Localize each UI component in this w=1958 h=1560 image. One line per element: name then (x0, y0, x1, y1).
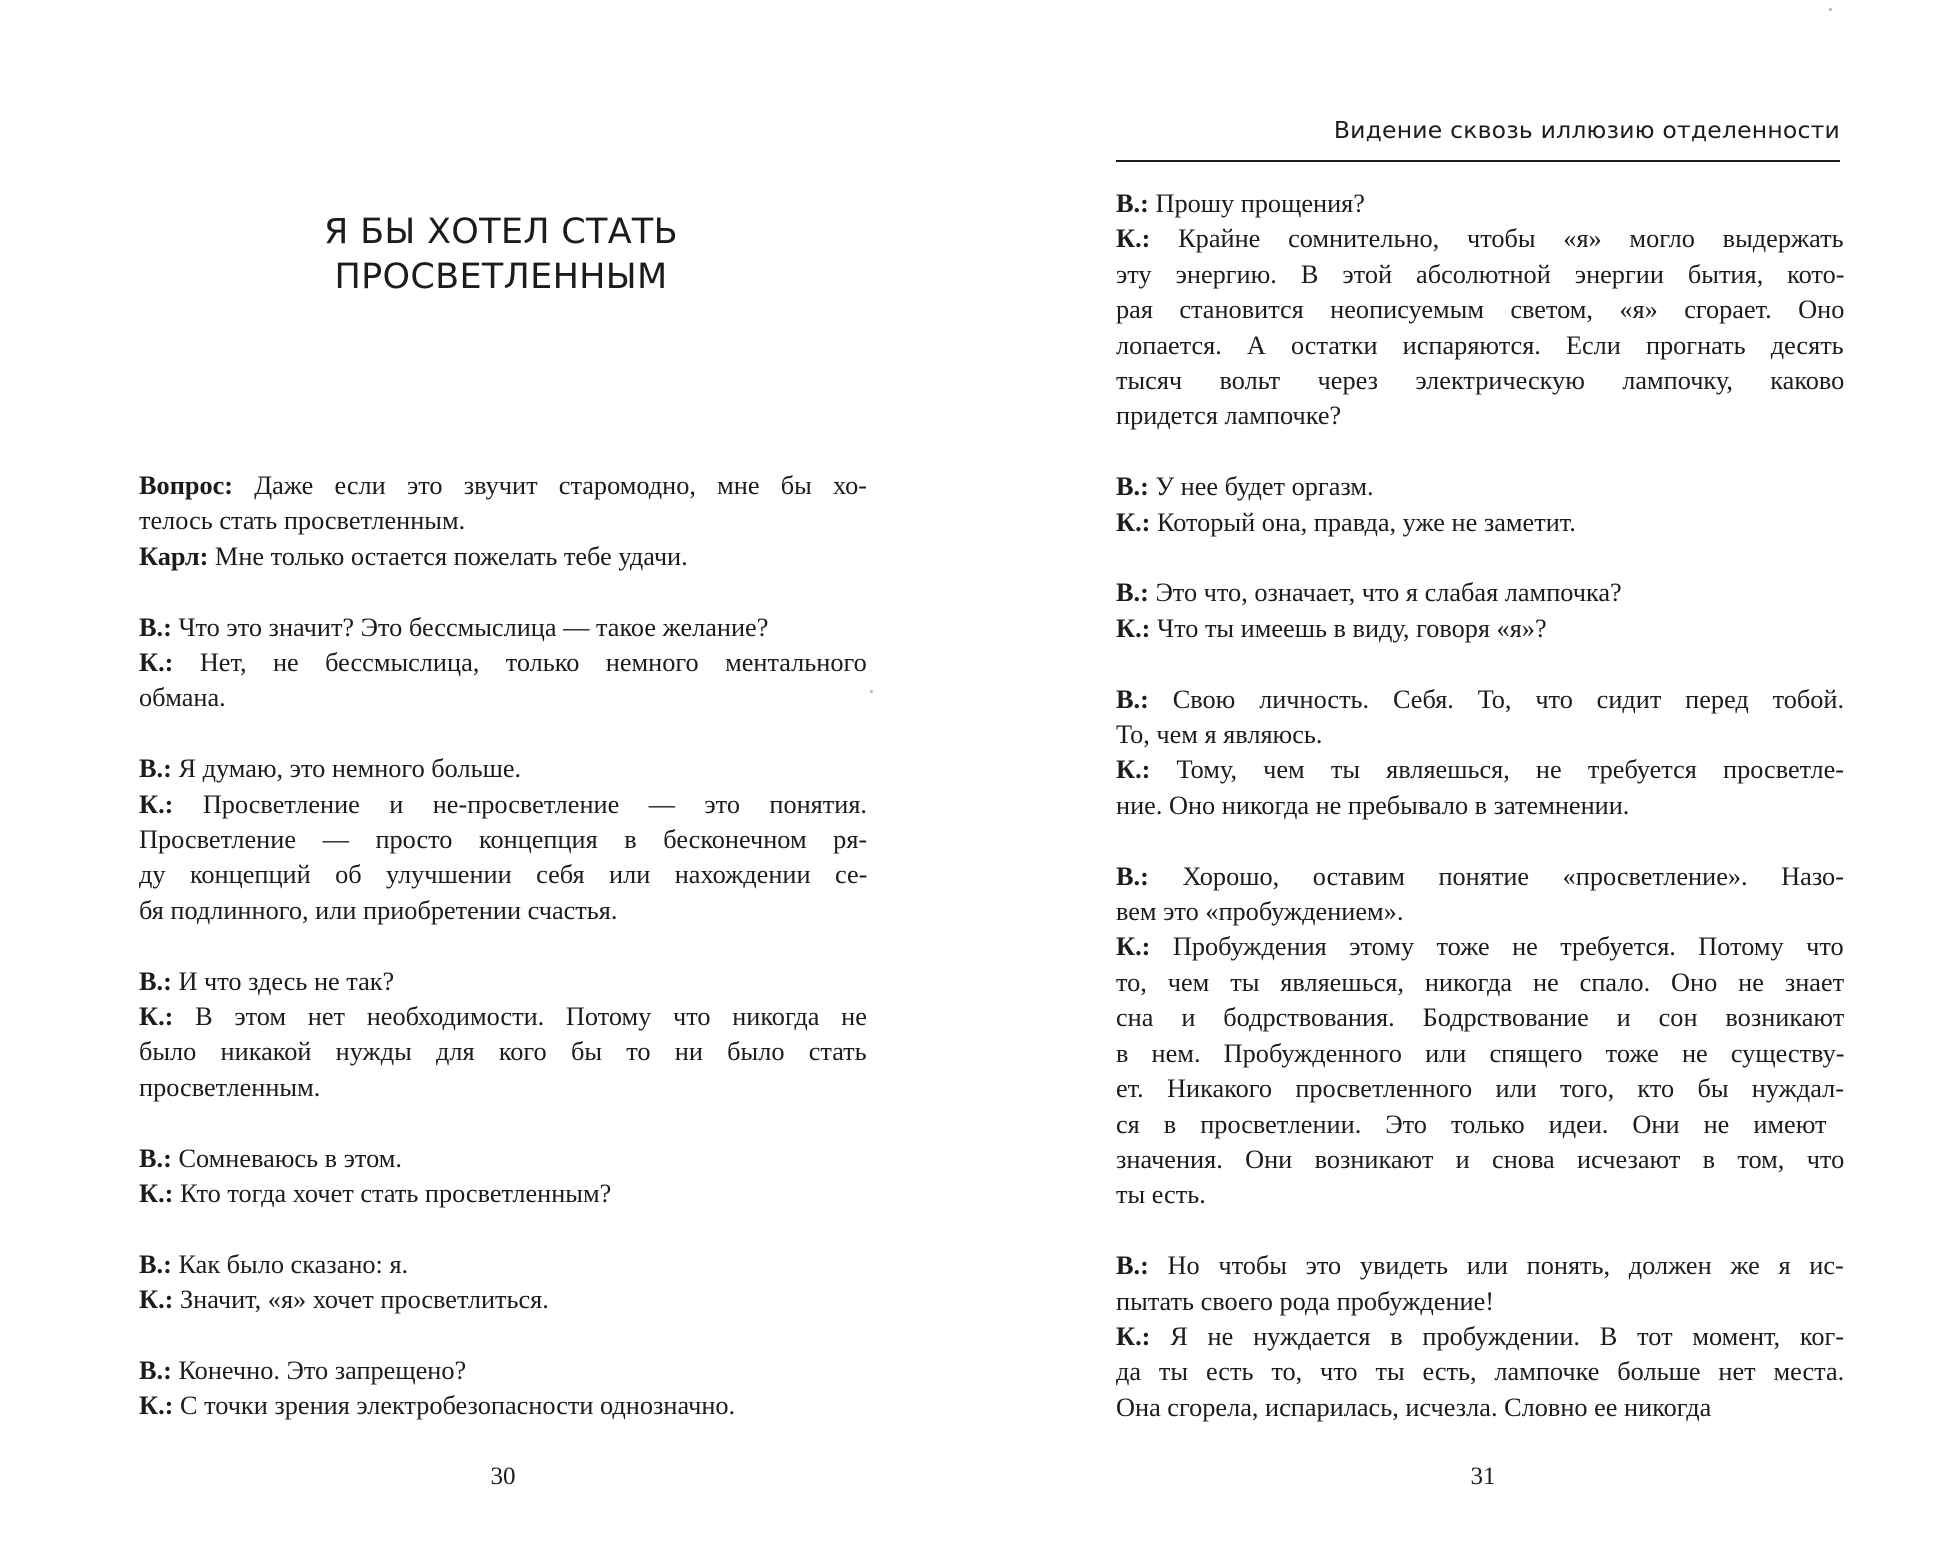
speaker-label: В.: (139, 1356, 172, 1386)
chapter-title-line-1: Я БЫ ХОТЕЛ СТАТЬ (324, 212, 678, 252)
line-text: обмана. (139, 683, 226, 713)
line-text: Как было сказано: я. (171, 1249, 409, 1279)
header-rule (1116, 160, 1840, 162)
dialogue-exchange (139, 1353, 867, 1424)
speaker-label: В.: (139, 966, 172, 996)
line-text: Хорошо, оставим понятие «просветление». Назо- (1148, 861, 1844, 891)
speaker-label: В.: (139, 1249, 172, 1279)
text-line (1116, 1248, 1844, 1283)
line-text: В этом нет необходимости. Потому что никогда не (173, 1002, 867, 1032)
text-line (1116, 1177, 1844, 1212)
line-text: эту энергию. В этой абсолютной энергии бытия, кото- (1116, 259, 1845, 289)
text-line (139, 1141, 867, 1176)
line-text: ты есть. (1116, 1180, 1206, 1210)
text-line (1116, 894, 1844, 929)
dialogue-exchange (1116, 469, 1844, 540)
text-line (1116, 965, 1844, 1000)
speaker-label: К.: (139, 789, 174, 819)
text-line (1116, 788, 1844, 823)
speaker-label: К.: (1116, 507, 1151, 537)
text-line (1116, 575, 1844, 610)
text-line (1116, 292, 1844, 327)
right-page-body (1116, 186, 1844, 1461)
line-text: Конечно. Это запрещено? (171, 1356, 467, 1386)
text-line (139, 539, 867, 574)
line-text: пытать своего рода пробуждение! (1116, 1286, 1495, 1316)
paper-speck (1829, 8, 1832, 11)
line-text: рая становится неописуемым светом, «я» сгорает. Оно (1116, 295, 1845, 325)
text-line (1116, 505, 1844, 540)
text-line (1116, 257, 1844, 292)
dialogue-exchange (139, 751, 867, 928)
dialogue-exchange (139, 1247, 867, 1318)
line-text: Значит, «я» хочет просветлиться. (173, 1285, 549, 1315)
speaker-label: К.: (1116, 613, 1151, 643)
dialogue-exchange (139, 964, 867, 1106)
text-line (1116, 1107, 1844, 1142)
page-number-right: 31 (1470, 1463, 1496, 1490)
speaker-label: К.: (139, 1391, 174, 1421)
text-line (1116, 717, 1844, 752)
text-line (1116, 929, 1844, 964)
line-text: Я думаю, это немного больше. (171, 754, 522, 784)
speaker-label: К.: (139, 1179, 174, 1209)
line-text: С точки зрения электробезопасности однозначно. (173, 1391, 736, 1421)
line-text: Но чтобы это увидеть или понять, должен же я ис- (1148, 1251, 1844, 1281)
speaker-label: К.: (1116, 224, 1151, 254)
speaker-label: К.: (1116, 1321, 1151, 1351)
speaker-label: В.: (1116, 472, 1149, 502)
line-text: было никакой нужды для кого бы то ни было стать (139, 1037, 867, 1067)
text-line (139, 893, 867, 928)
dialogue-exchange (139, 468, 867, 574)
line-text: лопается. А остатки испаряются. Если прогнать десять (1116, 330, 1844, 360)
line-text: Сомневаюсь в этом. (171, 1143, 402, 1173)
text-line (139, 1353, 867, 1388)
line-text: Нет, не бессмыслица, только немного ментального (173, 648, 867, 678)
speaker-label: В.: (139, 754, 172, 784)
text-line (1116, 469, 1844, 504)
line-text: телось стать просветленным. (139, 506, 466, 536)
line-text: Просветление и не-просветление — это понятия. (173, 789, 868, 819)
line-text: вем это «пробуждением». (1116, 897, 1404, 927)
text-line (139, 645, 867, 680)
line-text: Я не нуждается в пробуждении. В тот момент, ког- (1150, 1321, 1845, 1351)
line-text: Пробуждения этому тоже не требуется. Потому что (1150, 932, 1844, 962)
text-line (1116, 611, 1844, 646)
text-line (1116, 328, 1844, 363)
line-text: просветленным. (139, 1072, 321, 1102)
text-line (139, 1176, 867, 1211)
text-line (139, 1282, 867, 1317)
line-text: Даже если это звучит старомодно, мне бы хо- (233, 471, 868, 500)
speaker-label: В.: (1116, 189, 1149, 218)
chapter-title-line-2: ПРОСВЕТЛЕННЫМ (334, 257, 668, 297)
line-text: Что это значит? Это бессмыслица — такое желание? (171, 612, 769, 642)
dialogue-exchange (1116, 575, 1844, 646)
text-line (139, 680, 867, 715)
text-line (1116, 363, 1844, 398)
text-line (139, 1034, 867, 1069)
running-header (1116, 116, 1840, 144)
text-line (1116, 1284, 1844, 1319)
text-line (1116, 1354, 1844, 1389)
line-text: придется лампочке? (1116, 401, 1342, 431)
speaker-label: В.: (1116, 684, 1149, 714)
page-number-left: 30 (490, 1463, 516, 1490)
text-line (1116, 221, 1844, 256)
speaker-label: В.: (1116, 861, 1149, 891)
line-text: Тому, чем ты являешься, не требуется просветле- (1150, 755, 1845, 785)
line-text: У нее будет оргазм. (1148, 472, 1374, 502)
text-line (139, 1070, 867, 1105)
speaker-label: В.: (1116, 578, 1149, 608)
line-text: Мне только остается пожелать тебе удачи. (208, 541, 688, 571)
speaker-label: В.: (139, 1143, 172, 1173)
text-line (139, 1388, 867, 1423)
text-line (1116, 1319, 1844, 1354)
text-line (1116, 1390, 1844, 1425)
line-text: бя подлинного, или приобретении счастья. (139, 895, 618, 925)
line-text: Кто тогда хочет стать просветленным? (173, 1179, 612, 1209)
dialogue-exchange (1116, 186, 1844, 434)
speaker-label: К.: (1116, 755, 1151, 785)
line-text: То, чем я являюсь. (1116, 720, 1323, 750)
line-text: ся в просветлении. Это только идеи. Они не имеют (1116, 1109, 1827, 1139)
dialogue-exchange (1116, 1248, 1844, 1425)
line-text: то, чем ты являешься, никогда не спало. Оно не знает (1116, 967, 1845, 997)
running-header-text: Видение сквозь иллюзию отделенности (1333, 116, 1840, 144)
line-text: ет. Никакого просветленного или того, кто бы нуждал- (1116, 1074, 1844, 1104)
line-text: ду концепций об улучшении себя или нахождении се- (139, 860, 868, 890)
text-line (139, 822, 867, 857)
line-text: Это что, означает, что я слабая лампочка? (1148, 578, 1622, 608)
line-text: Она сгорела, испарилась, исчезла. Словно ее никогда (1116, 1392, 1712, 1422)
left-page-body (139, 468, 867, 1459)
text-line (139, 503, 867, 538)
text-line (139, 1247, 867, 1282)
line-text: Что ты имеешь в виду, говоря «я»? (1150, 613, 1547, 643)
line-text: Который она, правда, уже не заметит. (1150, 507, 1576, 537)
chapter-title (139, 210, 863, 300)
line-text: значения. Они возникают и снова исчезают в том, что (1116, 1144, 1845, 1174)
text-line (139, 751, 867, 786)
text-line (1116, 752, 1844, 787)
line-text: да ты есть то, что ты есть, лампочке больше нет места. (1116, 1357, 1845, 1387)
text-line (1116, 1071, 1844, 1106)
speaker-label: Вопрос: (139, 471, 234, 500)
text-line (1116, 1142, 1844, 1177)
speaker-label: В.: (139, 612, 172, 642)
dialogue-exchange (139, 1141, 867, 1212)
speaker-label: К.: (139, 648, 174, 678)
dialogue-exchange (1116, 859, 1844, 1213)
line-text: Прошу прощения? (1148, 189, 1365, 218)
text-line (139, 964, 867, 999)
speaker-label: К.: (139, 1285, 174, 1315)
text-line (1116, 1000, 1844, 1035)
text-line (139, 610, 867, 645)
line-text: И что здесь не так? (171, 966, 395, 996)
dialogue-exchange (139, 610, 867, 716)
text-line (1116, 859, 1844, 894)
speaker-label: К.: (1116, 932, 1151, 962)
text-line (1116, 682, 1844, 717)
text-line (139, 999, 867, 1034)
line-text: Свою личность. Себя. То, что сидит перед тобой. (1148, 684, 1845, 714)
dialogue-exchange (1116, 682, 1844, 824)
text-line (139, 468, 867, 503)
line-text: Крайне сомнительно, чтобы «я» могло выдержать (1150, 224, 1844, 254)
speaker-label: Карл: (139, 541, 209, 571)
line-text: тысяч вольт через электрическую лампочку, каково (1116, 366, 1845, 396)
speaker-label: В.: (1116, 1251, 1149, 1281)
text-line (1116, 186, 1844, 221)
text-line (1116, 398, 1844, 433)
text-line (139, 787, 867, 822)
paper-speck (870, 690, 873, 693)
line-text: сна и бодрствования. Бодрствование и сон возникают (1116, 1003, 1845, 1033)
line-text: в нем. Пробужденного или спящего тоже не существу- (1116, 1038, 1845, 1068)
line-text: Просветление — просто концепция в бесконечном ря- (139, 825, 868, 855)
text-line (139, 857, 867, 892)
line-text: ние. Оно никогда не пребывало в затемнении. (1116, 790, 1630, 820)
text-line (1116, 1036, 1844, 1071)
speaker-label: К.: (139, 1002, 174, 1032)
right-page (979, 0, 1958, 1560)
